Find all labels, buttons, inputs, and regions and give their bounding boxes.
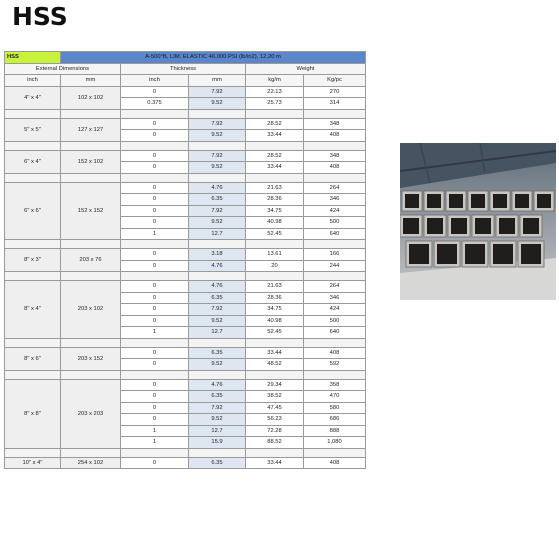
spacer-cell: [304, 173, 366, 182]
size-mm-cell: 127 x 127: [61, 118, 121, 141]
col-header-thickness-mm: mm: [189, 75, 246, 87]
weight-kg-per-m-cell: 33.44: [246, 130, 304, 142]
weight-kg-per-pc-cell: 500: [304, 315, 366, 327]
spacer-cell: [61, 141, 121, 150]
spacer-cell: [189, 240, 246, 249]
weight-kg-per-m-cell: 52.45: [246, 228, 304, 240]
thickness-mm-cell: 6.35: [189, 292, 246, 304]
spacer-row: [5, 141, 366, 150]
weight-kg-per-m-cell: 28.52: [246, 118, 304, 130]
weight-kg-per-m-cell: 20: [246, 260, 304, 272]
spacer-cell: [5, 141, 61, 150]
table-row: [5, 347, 366, 359]
thickness-inch-cell: 0: [121, 182, 189, 194]
spacer-cell: [121, 338, 189, 347]
weight-kg-per-m-cell: 48.52: [246, 359, 304, 371]
thickness-inch-cell: 0: [121, 359, 189, 371]
col-header-kg-per-pc: Kg/pc: [304, 75, 366, 87]
spacer-cell: [61, 448, 121, 457]
tube-opening: [403, 218, 419, 234]
thickness-mm-cell: 9.52: [189, 315, 246, 327]
thickness-inch-cell: 0.375: [121, 98, 189, 110]
spacer-cell: [189, 272, 246, 281]
hss-tag-cell: HSS: [5, 52, 61, 64]
spacer-cell: [5, 370, 61, 379]
weight-kg-per-pc-cell: 640: [304, 228, 366, 240]
weight-kg-per-m-cell: 72.28: [246, 425, 304, 437]
tube-opening: [471, 194, 485, 208]
spacer-row: [5, 109, 366, 118]
tube-opening: [523, 218, 539, 234]
weight-kg-per-m-cell: 52.45: [246, 327, 304, 339]
weight-kg-per-m-cell: 29.34: [246, 379, 304, 391]
table-row: [5, 150, 366, 162]
weight-kg-per-m-cell: 28.36: [246, 292, 304, 304]
thickness-inch-cell: 0: [121, 162, 189, 174]
spacer-row: [5, 173, 366, 182]
thickness-inch-cell: 1: [121, 327, 189, 339]
spacer-cell: [121, 240, 189, 249]
weight-kg-per-pc-cell: 888: [304, 425, 366, 437]
table-row: [5, 118, 366, 130]
weight-kg-per-m-cell: 40.98: [246, 217, 304, 229]
weight-kg-per-m-cell: 38.52: [246, 391, 304, 403]
weight-header: Weight: [246, 63, 366, 75]
thickness-inch-cell: 0: [121, 281, 189, 293]
tube-opening: [405, 194, 419, 208]
spacer-cell: [189, 370, 246, 379]
spacer-row: [5, 338, 366, 347]
spacer-cell: [5, 272, 61, 281]
thickness-mm-cell: 9.52: [189, 217, 246, 229]
spacer-cell: [189, 338, 246, 347]
weight-kg-per-m-cell: 40.98: [246, 315, 304, 327]
spacer-cell: [189, 173, 246, 182]
spacer-cell: [61, 272, 121, 281]
steel-tubes-photo: [400, 143, 556, 300]
table-row: [5, 379, 366, 391]
weight-kg-per-m-cell: 56.23: [246, 414, 304, 426]
col-header-mm: mm: [61, 75, 121, 87]
thickness-inch-cell: 0: [121, 118, 189, 130]
spacer-cell: [121, 173, 189, 182]
spacer-cell: [189, 141, 246, 150]
weight-kg-per-pc-cell: 166: [304, 249, 366, 261]
weight-kg-per-pc-cell: 348: [304, 150, 366, 162]
page-title: HSS: [12, 2, 68, 31]
thickness-mm-cell: 9.52: [189, 359, 246, 371]
spacer-cell: [246, 240, 304, 249]
thickness-inch-cell: 0: [121, 315, 189, 327]
thickness-mm-cell: 7.92: [189, 402, 246, 414]
spacer-cell: [246, 448, 304, 457]
thickness-inch-cell: 0: [121, 457, 189, 469]
weight-kg-per-m-cell: 25.73: [246, 98, 304, 110]
spacer-cell: [189, 109, 246, 118]
table-row: [5, 86, 366, 98]
spacer-row: [5, 370, 366, 379]
col-header-kg-per-m: kg/m: [246, 75, 304, 87]
tube-opening: [409, 244, 429, 264]
thickness-inch-cell: 0: [121, 379, 189, 391]
size-mm-cell: 203 x 152: [61, 347, 121, 370]
tube-opening: [427, 218, 443, 234]
weight-kg-per-pc-cell: 686: [304, 414, 366, 426]
table-row: [5, 249, 366, 261]
tube-opening: [465, 244, 485, 264]
weight-kg-per-pc-cell: 346: [304, 292, 366, 304]
weight-kg-per-m-cell: 33.44: [246, 162, 304, 174]
thickness-inch-cell: 0: [121, 260, 189, 272]
weight-kg-per-pc-cell: 314: [304, 98, 366, 110]
spacer-cell: [121, 370, 189, 379]
thickness-mm-cell: 6.35: [189, 391, 246, 403]
size-mm-cell: 152 x 102: [61, 150, 121, 173]
thickness-inch-cell: 0: [121, 217, 189, 229]
weight-kg-per-m-cell: 13.61: [246, 249, 304, 261]
spacer-cell: [121, 272, 189, 281]
tube-opening: [437, 244, 457, 264]
thickness-mm-cell: 3.18: [189, 249, 246, 261]
external-dimensions-header: External Dimensions: [5, 63, 121, 75]
table-row: [5, 182, 366, 194]
tube-opening: [537, 194, 551, 208]
spacer-cell: [304, 338, 366, 347]
thickness-inch-cell: 0: [121, 86, 189, 98]
size-inch-cell: 6" x 4": [5, 150, 61, 173]
spacer-cell: [304, 272, 366, 281]
weight-kg-per-m-cell: 21.63: [246, 182, 304, 194]
size-inch-cell: 8" x 8": [5, 379, 61, 448]
tube-opening: [499, 218, 515, 234]
weight-kg-per-pc-cell: 580: [304, 402, 366, 414]
spacer-cell: [5, 109, 61, 118]
thickness-inch-cell: 0: [121, 414, 189, 426]
tube-opening: [451, 218, 467, 234]
thickness-mm-cell: 7.92: [189, 304, 246, 316]
spacer-cell: [246, 109, 304, 118]
weight-kg-per-m-cell: 21.63: [246, 281, 304, 293]
spacer-cell: [61, 370, 121, 379]
spacer-row: [5, 272, 366, 281]
weight-kg-per-pc-cell: 592: [304, 359, 366, 371]
table-row: [5, 457, 366, 469]
thickness-inch-cell: 0: [121, 391, 189, 403]
tube-opening: [475, 218, 491, 234]
thickness-inch-cell: 0: [121, 205, 189, 217]
thickness-mm-cell: 15.9: [189, 437, 246, 449]
spacer-cell: [246, 173, 304, 182]
thickness-inch-cell: 0: [121, 402, 189, 414]
thickness-mm-cell: 6.35: [189, 194, 246, 206]
thickness-inch-cell: 0: [121, 194, 189, 206]
thickness-mm-cell: 4.76: [189, 281, 246, 293]
size-inch-cell: 8" x 6": [5, 347, 61, 370]
tube-opening: [515, 194, 529, 208]
spacer-cell: [246, 141, 304, 150]
thickness-mm-cell: 4.76: [189, 379, 246, 391]
spacer-cell: [5, 173, 61, 182]
spacer-row: [5, 448, 366, 457]
size-mm-cell: 152 x 152: [61, 182, 121, 240]
thickness-header: Thickness: [121, 63, 246, 75]
thickness-mm-cell: 7.92: [189, 150, 246, 162]
weight-kg-per-pc-cell: 500: [304, 217, 366, 229]
weight-kg-per-m-cell: 22.13: [246, 86, 304, 98]
thickness-mm-cell: 12.7: [189, 327, 246, 339]
spacer-cell: [304, 370, 366, 379]
weight-kg-per-pc-cell: 1,080: [304, 437, 366, 449]
spacer-cell: [61, 173, 121, 182]
weight-kg-per-pc-cell: 358: [304, 379, 366, 391]
col-header-thickness-inch: inch: [121, 75, 189, 87]
tube-opening: [493, 244, 513, 264]
thickness-inch-cell: 0: [121, 347, 189, 359]
spacer-cell: [61, 109, 121, 118]
spacer-cell: [121, 109, 189, 118]
weight-kg-per-pc-cell: 424: [304, 205, 366, 217]
thickness-mm-cell: 6.35: [189, 347, 246, 359]
tube-opening: [449, 194, 463, 208]
spacer-cell: [189, 448, 246, 457]
size-inch-cell: 4" x 4": [5, 86, 61, 109]
size-mm-cell: 203 x 102: [61, 281, 121, 339]
weight-kg-per-pc-cell: 470: [304, 391, 366, 403]
spacer-cell: [246, 338, 304, 347]
table-row: [5, 281, 366, 293]
size-inch-cell: 8" x 3": [5, 249, 61, 272]
weight-kg-per-pc-cell: 348: [304, 118, 366, 130]
tube-opening: [521, 244, 541, 264]
thickness-mm-cell: 4.76: [189, 182, 246, 194]
thickness-mm-cell: 6.35: [189, 457, 246, 469]
spacer-cell: [61, 338, 121, 347]
tube-opening: [493, 194, 507, 208]
thickness-inch-cell: 1: [121, 425, 189, 437]
weight-kg-per-pc-cell: 408: [304, 457, 366, 469]
weight-kg-per-pc-cell: 424: [304, 304, 366, 316]
size-inch-cell: 5" x 5": [5, 118, 61, 141]
weight-kg-per-m-cell: 28.52: [246, 150, 304, 162]
steel-tubes-illustration: [400, 143, 556, 300]
thickness-mm-cell: 7.92: [189, 205, 246, 217]
weight-kg-per-pc-cell: 244: [304, 260, 366, 272]
weight-kg-per-m-cell: 88.52: [246, 437, 304, 449]
thickness-mm-cell: 7.92: [189, 86, 246, 98]
size-mm-cell: 203 x 203: [61, 379, 121, 448]
thickness-mm-cell: 12.7: [189, 228, 246, 240]
weight-kg-per-pc-cell: 264: [304, 281, 366, 293]
weight-kg-per-m-cell: 33.44: [246, 347, 304, 359]
spacer-cell: [304, 141, 366, 150]
weight-kg-per-pc-cell: 408: [304, 347, 366, 359]
thickness-mm-cell: 7.92: [189, 118, 246, 130]
thickness-inch-cell: 0: [121, 150, 189, 162]
weight-kg-per-m-cell: 33.44: [246, 457, 304, 469]
weight-kg-per-m-cell: 47.45: [246, 402, 304, 414]
size-inch-cell: 10" x 4": [5, 457, 61, 469]
thickness-inch-cell: 0: [121, 249, 189, 261]
spacer-cell: [304, 240, 366, 249]
spacer-cell: [5, 240, 61, 249]
hss-spec-table: [4, 51, 366, 469]
thickness-inch-cell: 0: [121, 304, 189, 316]
weight-kg-per-pc-cell: 270: [304, 86, 366, 98]
thickness-inch-cell: 1: [121, 228, 189, 240]
grade-spec-cell: A-500°B, LIM. ELASTIC 46,000 PSI (lb/in2), 12.20 m: [61, 52, 366, 64]
spacer-cell: [246, 370, 304, 379]
spacer-cell: [121, 448, 189, 457]
thickness-inch-cell: 0: [121, 292, 189, 304]
thickness-mm-cell: 4.76: [189, 260, 246, 272]
spacer-cell: [246, 272, 304, 281]
spacer-cell: [5, 338, 61, 347]
weight-kg-per-pc-cell: 264: [304, 182, 366, 194]
thickness-inch-cell: 0: [121, 130, 189, 142]
spacer-row: [5, 240, 366, 249]
tube-opening: [427, 194, 441, 208]
thickness-mm-cell: 9.52: [189, 162, 246, 174]
thickness-inch-cell: 1: [121, 437, 189, 449]
size-inch-cell: 6" x 6": [5, 182, 61, 240]
spacer-cell: [121, 141, 189, 150]
thickness-mm-cell: 9.52: [189, 414, 246, 426]
spacer-cell: [5, 448, 61, 457]
spacer-cell: [304, 448, 366, 457]
weight-kg-per-pc-cell: 408: [304, 130, 366, 142]
col-header-inch: inch: [5, 75, 61, 87]
thickness-mm-cell: 9.52: [189, 98, 246, 110]
thickness-mm-cell: 9.52: [189, 130, 246, 142]
weight-kg-per-m-cell: 34.75: [246, 304, 304, 316]
size-mm-cell: 203 x 76: [61, 249, 121, 272]
size-mm-cell: 102 x 102: [61, 86, 121, 109]
thickness-mm-cell: 12.7: [189, 425, 246, 437]
spacer-cell: [304, 109, 366, 118]
weight-kg-per-m-cell: 34.75: [246, 205, 304, 217]
size-inch-cell: 8" x 4": [5, 281, 61, 339]
spacer-cell: [61, 240, 121, 249]
weight-kg-per-pc-cell: 640: [304, 327, 366, 339]
size-mm-cell: 254 x 102: [61, 457, 121, 469]
weight-kg-per-pc-cell: 408: [304, 162, 366, 174]
weight-kg-per-m-cell: 28.36: [246, 194, 304, 206]
weight-kg-per-pc-cell: 346: [304, 194, 366, 206]
